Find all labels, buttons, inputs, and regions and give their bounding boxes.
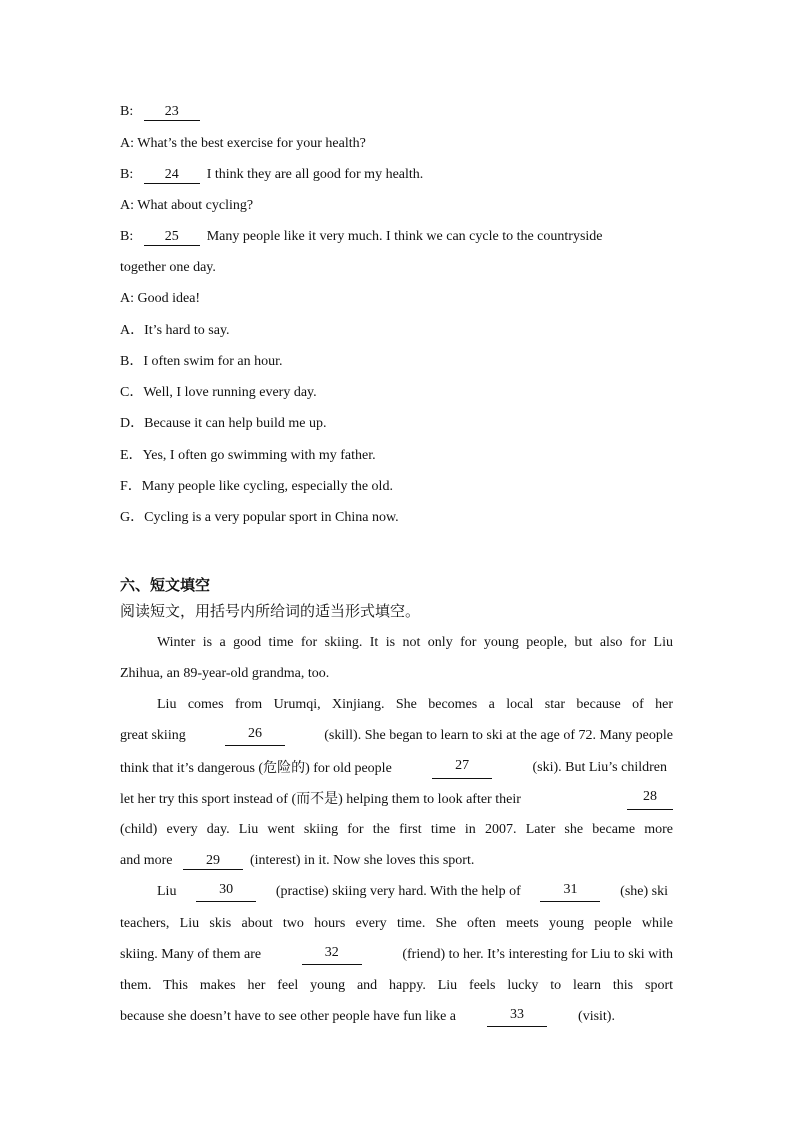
answer-blank-24[interactable]: 24 xyxy=(144,167,200,184)
option-a xyxy=(120,321,676,341)
option-letter: A． xyxy=(120,323,145,338)
dialogue-continuation: together one day. xyxy=(120,260,216,275)
passage-line: them. This makes her feel young and happy. Liu feels lucky to learn this sport xyxy=(120,978,673,993)
passage-text: ) helping them to look after their xyxy=(338,792,521,807)
answer-blank-25[interactable]: 25 xyxy=(144,229,200,246)
passage-line: Winter is a good time for skiing. It is not only for young people, but also for Liu xyxy=(157,635,673,650)
option-text: Yes, I often go swimming with my father. xyxy=(142,448,376,463)
passage-line: teachers, Liu skis about two hours every time. She often meets young people while xyxy=(120,916,673,931)
dialogue-line xyxy=(120,196,676,216)
speaker: B: xyxy=(120,167,134,182)
answer-blank-33[interactable]: 33 xyxy=(487,1007,547,1027)
section-heading: 六、短文填空 xyxy=(120,576,211,594)
answer-blank-27[interactable]: 27 xyxy=(432,758,492,779)
option-letter: D． xyxy=(120,416,145,431)
dialogue-line xyxy=(120,134,676,154)
chinese-gloss: 而不是 xyxy=(296,791,339,807)
passage-line xyxy=(120,851,676,871)
passage-text: Liu xyxy=(157,884,177,899)
passage-text: great skiing xyxy=(120,728,186,743)
passage-text: think that it’s dangerous ( xyxy=(120,761,264,776)
answer-blank-31[interactable]: 31 xyxy=(540,882,600,902)
passage-text: (visit). xyxy=(578,1009,615,1024)
dialogue-text: What about cycling? xyxy=(137,198,254,213)
passage-text: and more xyxy=(120,853,173,868)
section-instruction: 阅读短文，用括号内所给词的适当形式填空。 xyxy=(120,602,421,620)
answer-blank-23[interactable]: 23 xyxy=(144,104,200,121)
dialogue-text: Good idea! xyxy=(137,291,201,306)
dialogue-line xyxy=(120,289,676,309)
option-letter: B． xyxy=(120,354,144,369)
passage-text: (friend) to her. It’s interesting for Liu to ski with xyxy=(402,947,673,962)
dialogue-text: What’s the best exercise for your health? xyxy=(137,136,366,151)
passage-text: (she) ski xyxy=(620,884,668,899)
passage-line: Liu comes from Urumqi, Xinjiang. She becomes a local star because of her xyxy=(157,697,673,712)
option-letter: C． xyxy=(120,385,144,400)
option-letter: G． xyxy=(120,510,145,525)
passage-text: because she doesn’t have to see other people have fun like a xyxy=(120,1009,456,1024)
answer-blank-26[interactable]: 26 xyxy=(225,726,285,746)
passage-text: let her try this sport instead of ( xyxy=(120,792,297,807)
speaker: B: xyxy=(120,104,134,119)
answer-blank-30[interactable]: 30 xyxy=(196,882,256,902)
passage-line: Zhihua, an 89-year-old grandma, too. xyxy=(120,666,330,681)
option-text: I often swim for an hour. xyxy=(143,354,283,369)
passage-line: (child) every day. Liu went skiing for the first time in 2007. Later she became more xyxy=(120,822,673,837)
passage-text: (practise) skiing very hard. With the help of xyxy=(275,884,521,899)
speaker: A: xyxy=(120,198,134,213)
dialogue-line-25 xyxy=(120,227,676,247)
passage-line xyxy=(120,726,673,746)
passage-line xyxy=(120,789,673,810)
option-f xyxy=(120,477,676,497)
option-text: Well, I love running every day. xyxy=(143,385,317,400)
passage-line xyxy=(120,1007,615,1027)
passage-text: (interest) in it. Now she loves this sport. xyxy=(249,853,475,868)
passage-text: (ski). But Liu’s children xyxy=(532,760,667,775)
dialogue-line-24 xyxy=(120,165,676,185)
dialogue-line-23 xyxy=(120,102,676,122)
speaker: B: xyxy=(120,229,134,244)
passage-line xyxy=(157,882,668,902)
option-b xyxy=(120,352,676,372)
answer-blank-32[interactable]: 32 xyxy=(302,945,362,965)
passage-text: skiing. Many of them are xyxy=(120,947,262,962)
option-text: It’s hard to say. xyxy=(144,323,230,338)
option-c xyxy=(120,383,676,403)
dialogue-text: I think they are all good for my health. xyxy=(206,167,424,182)
chinese-gloss: 危险的 xyxy=(263,760,306,776)
option-text: Because it can help build me up. xyxy=(144,416,327,431)
speaker: A: xyxy=(120,291,134,306)
option-d xyxy=(120,414,676,434)
option-text: Cycling is a very popular sport in China now. xyxy=(144,510,399,525)
answer-blank-28[interactable]: 28 xyxy=(627,789,673,810)
dialogue-text: Many people like it very much. I think we can cycle to the countryside xyxy=(206,229,603,244)
passage-line xyxy=(120,945,673,965)
option-letter: E． xyxy=(120,448,143,463)
option-text: Many people like cycling, especially the old. xyxy=(141,479,393,494)
speaker: A: xyxy=(120,136,134,151)
passage-line xyxy=(120,758,667,779)
passage-text: (skill). She began to learn to ski at the age of 72. Many people xyxy=(324,728,673,743)
option-g xyxy=(120,508,676,528)
passage-text: ) for old people xyxy=(305,761,392,776)
option-letter: F． xyxy=(120,479,142,494)
answer-blank-29[interactable]: 29 xyxy=(183,853,243,870)
option-e xyxy=(120,446,676,466)
